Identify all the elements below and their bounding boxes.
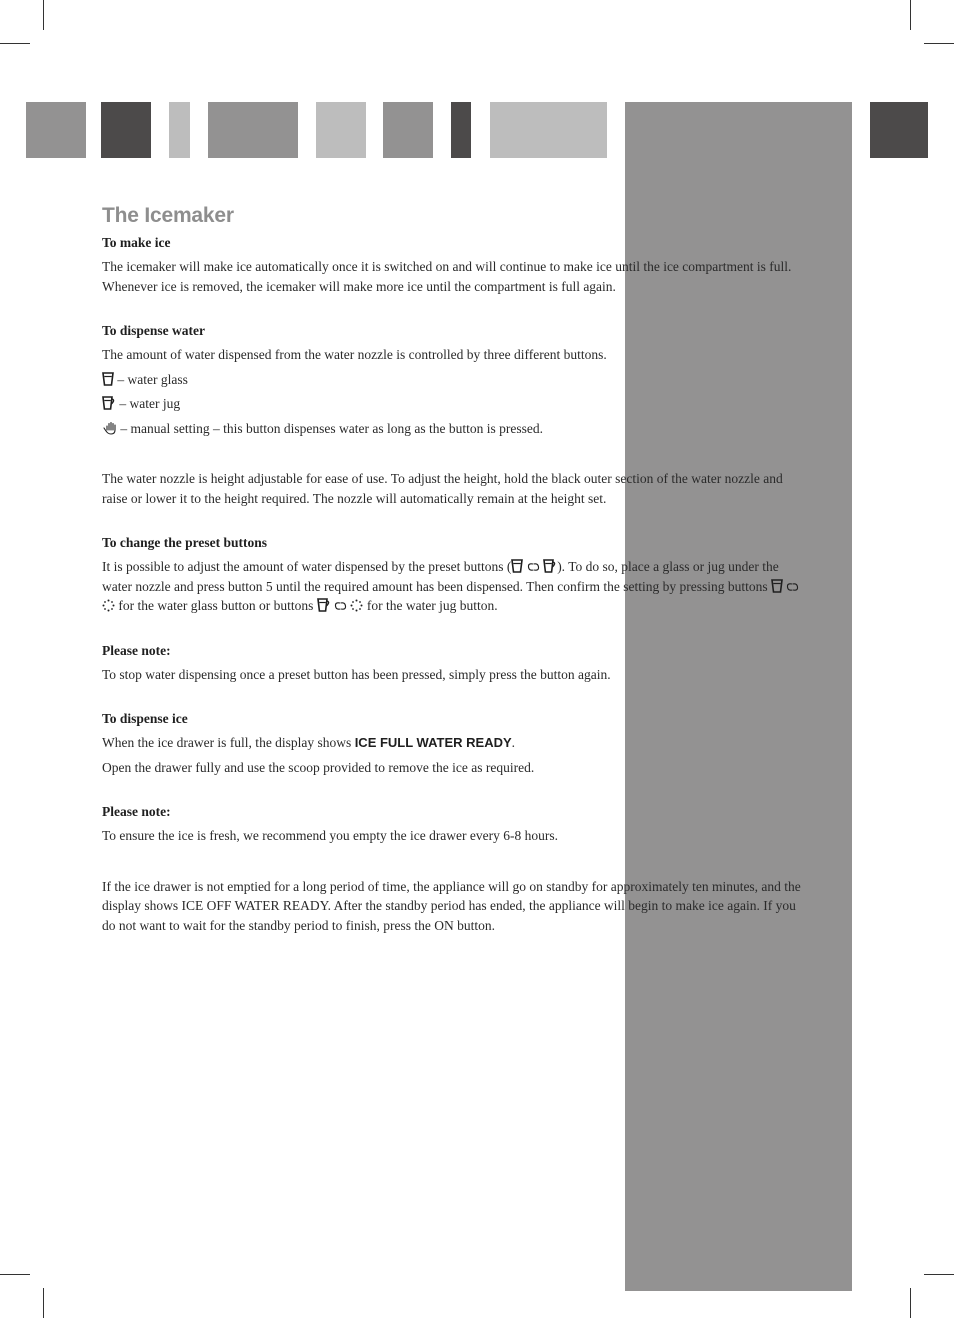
hand-icon: [102, 421, 117, 435]
section-note-2: [102, 804, 802, 846]
link-icon: [334, 600, 347, 612]
button-item-jug: – water jug: [102, 394, 802, 414]
crop-mark: [43, 0, 44, 30]
header-block: [490, 102, 607, 158]
display-message: ICE FULL WATER READY: [354, 735, 512, 750]
header-block: [451, 102, 471, 158]
section-heading: To dispense ice: [102, 711, 188, 726]
button-item-glass: – water glass: [102, 370, 802, 390]
section-standby: [102, 877, 802, 936]
section-heading: To make ice: [102, 235, 171, 250]
section-heading: To change the preset buttons: [102, 535, 268, 550]
link-icon: [786, 581, 799, 593]
water-jug-icon: [102, 396, 116, 410]
water-glass-icon: [102, 372, 114, 386]
crop-mark: [910, 1288, 911, 1318]
paragraph: If the ice drawer is not emptied for a long period of time, the appliance will go on standby for approximately ten minutes, and the display shows ICE OFF WATER READY. After the standby period has ended, the appliance will begin to make ice again. If you do not want to wait for the standby period to finish, press the ON button.: [102, 878, 801, 933]
paragraph: To stop water dispensing once a preset button has been pressed, simply press the button again.: [102, 666, 611, 682]
water-glass-icon: [771, 579, 783, 593]
water-glass-icon: [511, 559, 523, 573]
link-icon: [527, 561, 540, 573]
section-dispense-ice: [102, 711, 802, 777]
section-heading: Please note:: [102, 804, 171, 819]
water-jug-icon: [543, 559, 557, 573]
paragraph: It is possible to adjust the amount of water dispensed by the preset buttons ( ). To do so, place a glass or jug under the water nozzle and press button 5 until the required amount has been dispensed. Then confirm the setting by pressing buttons for the water glass button or buttons for the water jug button.: [102, 557, 802, 616]
paragraph: Open the drawer fully and use the scoop provided to remove the ice as required.: [102, 759, 535, 775]
header-block: [26, 102, 86, 158]
header-block: [870, 102, 928, 158]
section-change-preset: [102, 535, 802, 616]
crop-mark: [910, 0, 911, 30]
crop-mark: [924, 1274, 954, 1275]
header-block: [208, 102, 298, 158]
section-dispense-water: [102, 323, 802, 438]
paragraph: The icemaker will make ice automatically once it is switched on and will continue to make ice until the ice compartment is full. Whenever ice is removed, the icemaker will make more ice until the compartment is full again.: [102, 259, 792, 294]
header-block: [101, 102, 151, 158]
page-title: The Icemaker: [102, 204, 234, 227]
crop-mark: [0, 1274, 30, 1275]
crop-mark: [43, 1288, 44, 1318]
paragraph: When the ice drawer is full, the display shows ICE FULL WATER READY.: [102, 735, 516, 750]
sparkle-icon: [102, 599, 115, 612]
paragraph: The amount of water dispensed from the water nozzle is controlled by three different buttons.: [102, 347, 607, 362]
section-make-ice: [102, 235, 802, 296]
crop-mark: [924, 43, 954, 44]
page-content: [102, 204, 802, 962]
header-block: [316, 102, 366, 158]
paragraph: The water nozzle is height adjustable for ease of use. To adjust the height, hold the black outer section of the water nozzle and raise or lower it to the height required. The nozzle will automatically remain at the height set.: [102, 471, 783, 506]
section-heading: To dispense water: [102, 323, 206, 338]
section-nozzle: [102, 469, 802, 508]
header-block: [383, 102, 433, 158]
water-jug-icon: [317, 598, 331, 612]
section-heading: Please note:: [102, 642, 171, 658]
crop-mark: [0, 43, 30, 44]
paragraph: To ensure the ice is fresh, we recommend you empty the ice drawer every 6-8 hours.: [102, 828, 559, 843]
header-block: [169, 102, 190, 158]
button-item-manual: – manual setting – this button dispenses water as long as the button is pressed.: [102, 419, 802, 439]
sparkle-icon: [350, 599, 363, 612]
section-note-1: [102, 643, 802, 685]
